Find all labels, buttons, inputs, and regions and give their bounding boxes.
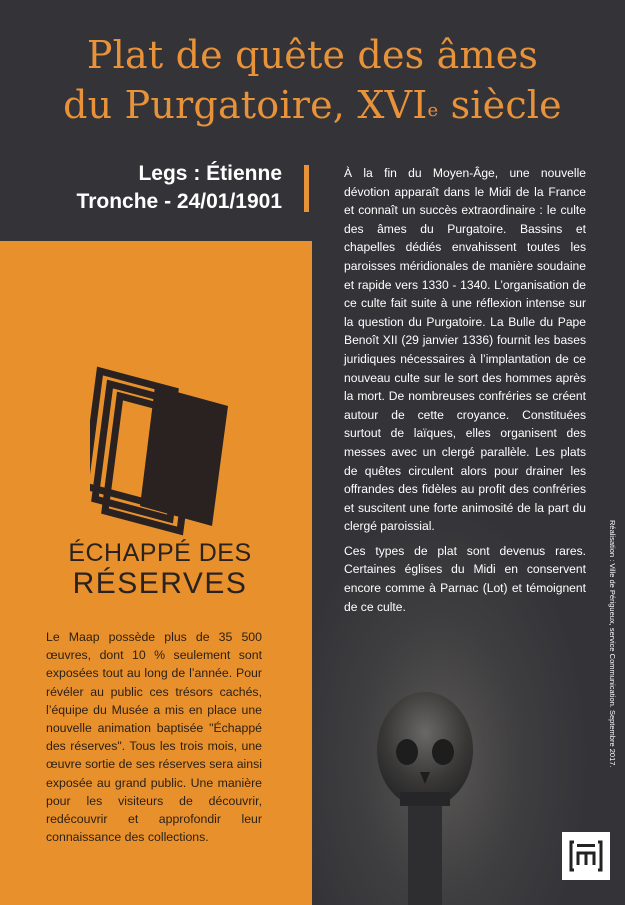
title-line-1: Plat de quête des âmes [86,33,539,77]
logo-text-line-1: ÉCHAPPÉ DES [68,539,252,567]
museum-logo-icon [562,832,610,880]
skull-photo [360,680,490,905]
echappe-des-reserves-logo-icon [90,366,230,536]
bequest-line-2: Tronche - 24/01/1901 [76,190,282,213]
bequest-info [20,160,282,216]
description-paragraph-2: Ces types de plat sont devenus rares. Certaines églises du Midi en conservent encore comme à Parnac (Lot) et témoignent de ce culte. [344,543,586,614]
logo-text-line-2: RÉSERVES [72,567,248,600]
title-line-2: du Purgatoire, XVIe siècle [63,83,562,127]
intro-paragraph: Le Maap possède plus de 35 500 œuvres, dont 10 % seulement sont exposées tout au long de l’année. Pour révéler au public ces trésors cachés, l’équipe du Musée a mis en place une nouvelle animation baptisée "Échappé des réserves". Tous les trois mois, une œuvre sortie de ses réserves sera ainsi exposée au grand public. Une manière pour les visiteurs de découvrir, redécouvrir et approfondir leur connaissance des collections. [46,630,262,845]
description-text [344,164,586,622]
credit-vertical-text: Réalisation : Ville de Périgueux, service Communication. Septembre 2017. [608,520,617,768]
page-title [0,30,625,130]
bequest-line-1: Legs : Étienne [138,162,282,185]
accent-divider [304,165,309,212]
description-paragraph-1: À la fin du Moyen-Âge, une nouvelle dévotion apparaît dans le Midi de la France et connaît un succès extraordinaire : le culte des âmes du Purgatoire. Bassins et chapelles dédiés envahissent toutes les paroisses méridionales de manière soudaine et rapide vers 1330 - 1340. L’organisation de ce culte fait suite à une réflexion intense sur la question du Purgatoire. La Bulle du Pape Benoît XII (29 janvier 1336) fournit les bases juridiques nécessaires à l’implantation de ce nouveau culte sur le sort des hommes après la mort. De nombreuses confréries se créent autour de cette croyance. Constituées surtout de laïques, elles organisent des messes avec un clergé parallèle. Les plats de quêtes circulent alors pour drainer les offrandes des fidèles au profit des confréries et suscitent une forte animosité de la part du clergé paroissial. [344,166,586,534]
